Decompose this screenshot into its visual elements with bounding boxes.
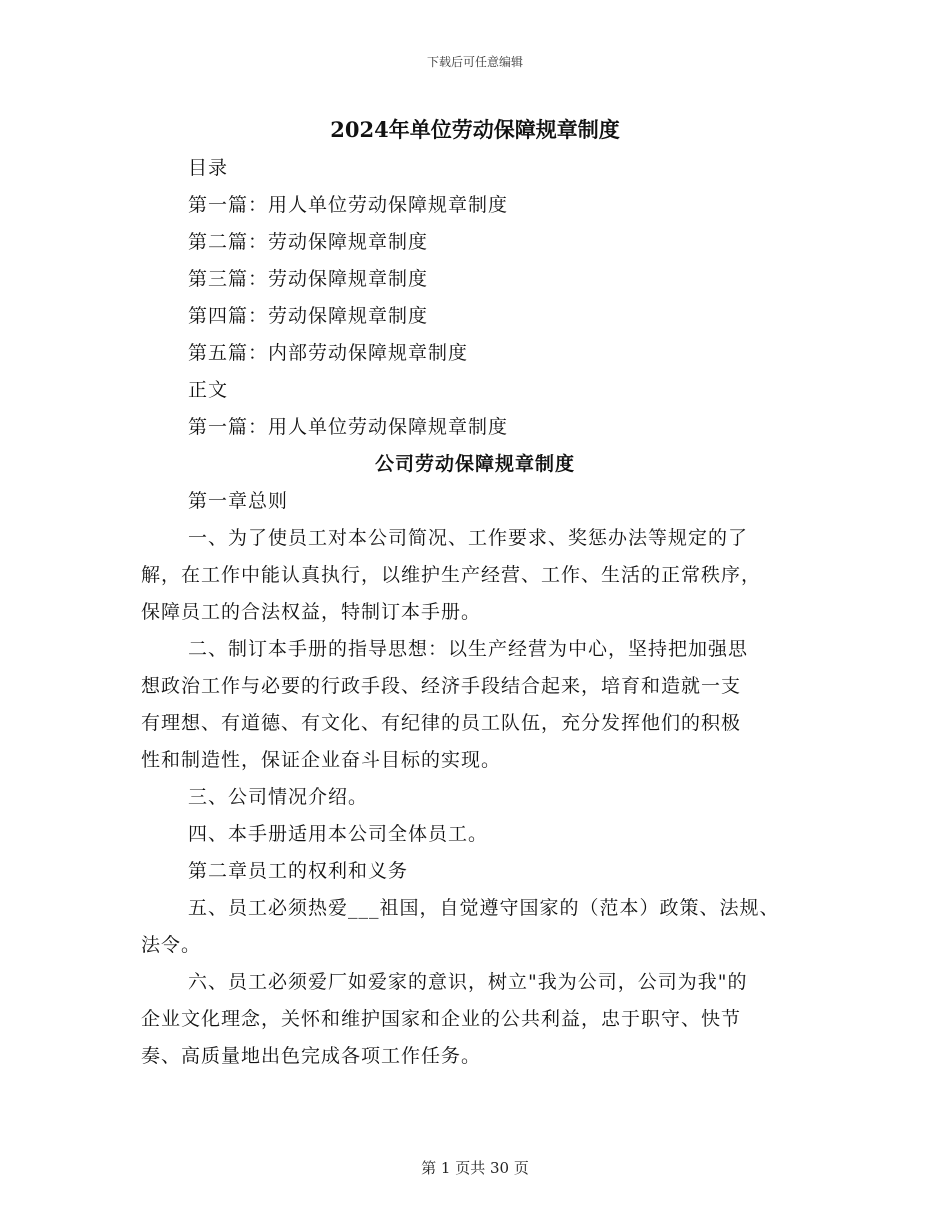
page-header: 下载后可任意编辑 <box>426 55 523 69</box>
text-line: 性和制造性，保证企业奋斗目标的实现。 <box>141 749 502 771</box>
page-footer: 第 1 页共 30 页 <box>421 1159 529 1177</box>
section-heading: 公司劳动保障规章制度 <box>374 453 575 475</box>
text-line: 第四篇：劳动保障规章制度 <box>188 305 429 327</box>
text-line: 奏、高质量地出色完成各项工作任务。 <box>141 1045 482 1067</box>
text-line: 第一篇：用人单位劳动保障规章制度 <box>188 194 509 216</box>
text-line: 一、为了使员工对本公司简况、工作要求、奖惩办法等规定的了 <box>188 527 749 549</box>
text-line: 四、本手册适用本公司全体员工。 <box>188 823 489 845</box>
text-line: 第一篇：用人单位劳动保障规章制度 <box>188 416 509 438</box>
text-line: 二、制订本手册的指导思想：以生产经营为中心，坚持把加强思 <box>188 638 749 660</box>
text-line: 想政治工作与必要的行政手段、经济手段结合起来，培育和造就一支 <box>141 675 742 697</box>
text-line: 保障员工的合法权益，特制订本手册。 <box>141 601 482 623</box>
text-line: 三、公司情况介绍。 <box>188 786 369 808</box>
text-line: 第五篇：内部劳动保障规章制度 <box>188 342 469 364</box>
text-line: 第一章总则 <box>188 490 289 512</box>
document-title: 2024年单位劳动保障规章制度 <box>330 117 620 142</box>
text-line: 企业文化理念，关怀和维护国家和企业的公共利益，忠于职守、快节 <box>141 1008 742 1030</box>
document-body <box>0 150 950 1075</box>
text-line: 目录 <box>188 157 229 179</box>
text-line: 六、员工必须爱厂如爱家的意识，树立"我为公司，公司为我"的 <box>188 971 748 993</box>
text-line: 正文 <box>188 379 229 401</box>
text-line: 解，在工作中能认真执行，以维护生产经营、工作、生活的正常秩序， <box>141 564 762 586</box>
text-line: 第三篇：劳动保障规章制度 <box>188 268 429 290</box>
text-line: 有理想、有道德、有文化、有纪律的员工队伍，充分发挥他们的积极 <box>141 712 742 734</box>
text-line: 第二章员工的权利和义务 <box>188 860 409 882</box>
text-line: 第二篇：劳动保障规章制度 <box>188 231 429 253</box>
text-line: 五、员工必须热爱___祖国，自觉遵守国家的（范本）政策、法规、 <box>188 897 780 919</box>
text-line: 法令。 <box>141 934 202 956</box>
